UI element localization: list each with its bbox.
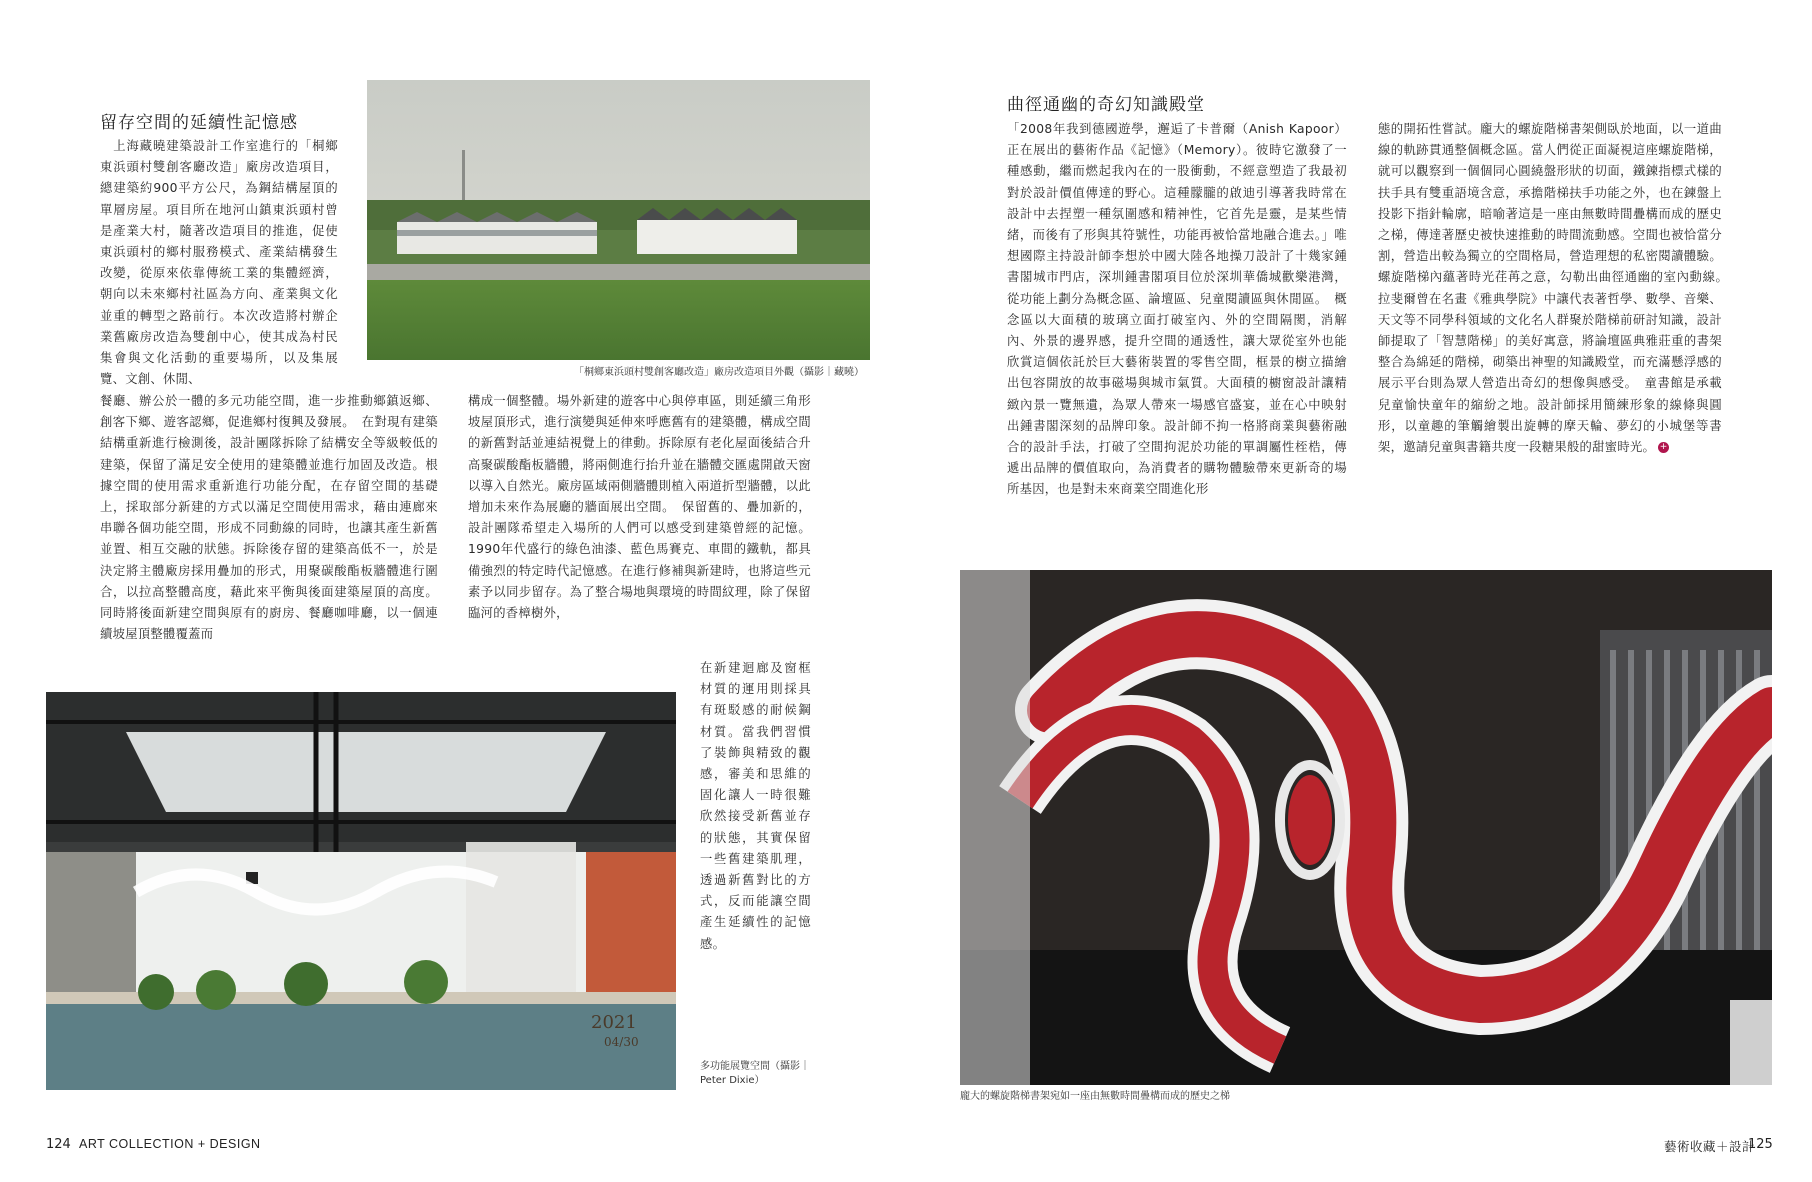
interior-photo-caption: 多功能展覽空間（攝影｜Peter Dixie） [700, 1061, 810, 1086]
interior-photo-graphic [46, 692, 676, 1090]
left-magazine-name: ART COLLECTION + DESIGN [79, 1137, 261, 1151]
left-paragraph-wide: 餐廳、辦公於一體的多元功能空間，進一步推動鄉鎮返鄉、創客下鄉、遊客認鄉，促進鄉村復興及發展。 在對現有建築結構重新進行檢測後，設計團隊拆除了結構安全等級較低的建築，保留了滿足安全使用的建築體並進行加固及改造。根據空間的使用需求重新進行功能分配，在存留空間的基礎上，採取部分新建的方式以滿足空間使用需求，藉由連廊來串聯各個功能空間，形成不同動線的同時，也讓其產生新舊並置、相互交融的狀態。拆除後存留的建築高低不一，於是決定將主體廠房採用疊加的形式，用聚碳酸酯板牆體進行圍合，以拉高整體高度，藉此來平衡與後面建築屋頂的高度。同時將後面新建空間與原有的廚房、餐廳咖啡廳，以一個連續坡屋頂整體覆蓋而 [100, 394, 438, 642]
right-column-1: 「2008年我到德國遊學，邂逅了卡普爾（Anish Kapoor）正在展出的藝術作品《記憶》（Memory）。彼時它激發了一種感動，繼而燃起我內在的一股衝動，不經意塑造了我最初對於設計價值傳達的野心。這種朦朧的啟迪引導著我時常在設計中去捏塑一種氛圍感和精神性，它首先是靈，是某些情緒，而後有了形與其符號性，功能再被恰當地融合進去。」唯想國際主持設計師李想於中國大陸各地操刀設計了十幾家鍾書閣城市門店，深圳鍾書閣項目位於深圳華僑城歡樂港灣，從功能上劃分為概念區、論壇區、兒童閱讀區與休閒區。 概念區以大面積的玻璃立面打破室內、外的空間隔閡，消解內、外景的邊界感，提升空間的通透性，讓大眾從室外也能欣賞這個依託於巨大藝術裝置的零售空間，框景的樹立描繪出包容開放的故事磁場與城市氣質。大面積的櫥窗設計讓精緻內景一覽無遺，為眾人帶來一場感官盛宴，並在心中映射出鍾書閣深刻的品牌印象。設計師不拘一格將商業與藝術融合的設計手法，打破了空間拘泥於功能的單調屬性桎梏，傳遞出品牌的價值取向，為消費者的購物體驗帶來更新奇的場所基因，也是對未來商業空間進化形 [1007, 122, 1347, 497]
spiral-staircase-graphic [960, 570, 1772, 1085]
right-magazine-name: 藝術收藏＋設計 [1664, 1140, 1756, 1154]
staircase-photo-caption: 龐大的螺旋階梯書架宛如一座由無數時間疊構而成的歷史之梯 [960, 1091, 1230, 1102]
left-paragraph-narrow: 在新建迴廊及窗框材質的運用則採具有斑駁感的耐候鋼材質。當我們習慣了裝飾與精致的觀感，審美和思維的固化讓人一時很難欣然接受新舊並存的狀態，其實保留一些舊建築肌理，透過新舊對比的方式，反而能讓空間產生延續性的記憶感。 [700, 661, 811, 951]
left-paragraph-top: 上海藏曉建築設計工作室進行的「桐鄉東浜頭村雙創客廳改造」廠房改造項目，總建築約900平方公尺，為鋼結構屋頂的單層房屋。項目所在地河山鎮東浜頭村曾是產業大村，隨著改造項目的推進，促使東浜頭村的鄉村服務模式、產業結構發生改變，從原來依靠傳統工業的集體經濟，朝向以未來鄉村社區為方向、產業與文化並重的轉型之路前行。本次改造將村辦企業舊廠房改造為雙創中心，使其成為村民集會與文化活動的重要場所，以及集展覽、文創、休閒、 [100, 139, 338, 387]
photo-sign-date: 04/30 [604, 1035, 639, 1049]
right-page-number: 125 [1748, 1137, 1773, 1152]
left-heading: 留存空間的延續性記憶感 [100, 113, 298, 133]
exterior-photo-caption: 「桐鄉東浜頭村雙創客廳改造」廠房改造項目外觀（攝影｜藏曉） [574, 367, 864, 378]
exterior-photo [367, 80, 870, 360]
end-mark-icon: + [1659, 442, 1668, 453]
right-column-2-text: 態的開拓性嘗試。龐大的螺旋階梯書架側臥於地面，以一道曲線的軌跡貫通整個概念區。當人們從正面凝視這座螺旋階梯，就可以觀察到一個個同心圓繞盤形狀的切面，鐵鍊指標式樣的扶手具有雙重語境含意，承擔階梯扶手功能之外，也在鍊盤上投影下指針輪廓，暗喻著這是一座由無數時間疊構而成的歷史之梯，傳達著歷史被快速推動的時間流動感。空間也被恰當分割，營造出較為獨立的空間格局，營造理想的私密閱讀體驗。螺旋階梯內蘊著時光荏苒之意，勾勒出曲徑通幽的室內動線。 拉斐爾曾在名畫《雅典學院》中讓代表著哲學、數學、音樂、天文等不同學科領域的文化名人群聚於階梯前研討知識，設計師提取了「智慧階梯」的美好寓意，將論壇區典雅莊重的書架整合為綿延的階梯，砌築出神聖的知識殿堂，而充滿懸浮感的展示平台則為眾人營造出奇幻的想像與感受。 童書館是承載兒童愉快童年的縮紛之地。設計師採用簡練形象的線條與圓形，以童趣的筆觸繪製出旋轉的摩天輪、夢幻的小城堡等書架，邀請兒童與書籍共度一段糖果般的甜蜜時光。 [1378, 122, 1735, 455]
left-page-number: 124 [46, 1137, 71, 1152]
spiral-staircase-photo [960, 570, 1772, 1085]
exterior-photo-graphic [367, 80, 870, 360]
right-heading: 曲徑通幽的奇幻知識殿堂 [1007, 95, 1205, 115]
photo-sign-year: 2021 [591, 1012, 637, 1033]
right-column-2 [1378, 119, 1735, 458]
interior-photo [46, 692, 676, 1090]
left-paragraph-middle: 構成一個整體。場外新建的遊客中心與停車區，則延續三角形坡屋頂形式，進行演變與延伸來呼應舊有的建築體，構成空間的新舊對話並連結視覺上的律動。拆除原有老化屋面後結合升高聚碳酸酯板牆體，將兩側進行抬升並在牆體交匯處開啟天窗以導入自然光。廠房區域兩側牆體則植入兩道折型牆體，以此增加未來作為展廳的牆面展出空間。 保留舊的、疊加新的，設計團隊希望走入場所的人們可以感受到建築曾經的記憶。1990年代盛行的綠色油漆、藍色馬賽克、車間的鐵軌，都具備強烈的特定時代記憶感。在進行修補與新建時，也將這些元素予以同步留存。為了整合場地與環境的時間紋理，除了保留臨河的香樟樹外， [468, 394, 811, 621]
